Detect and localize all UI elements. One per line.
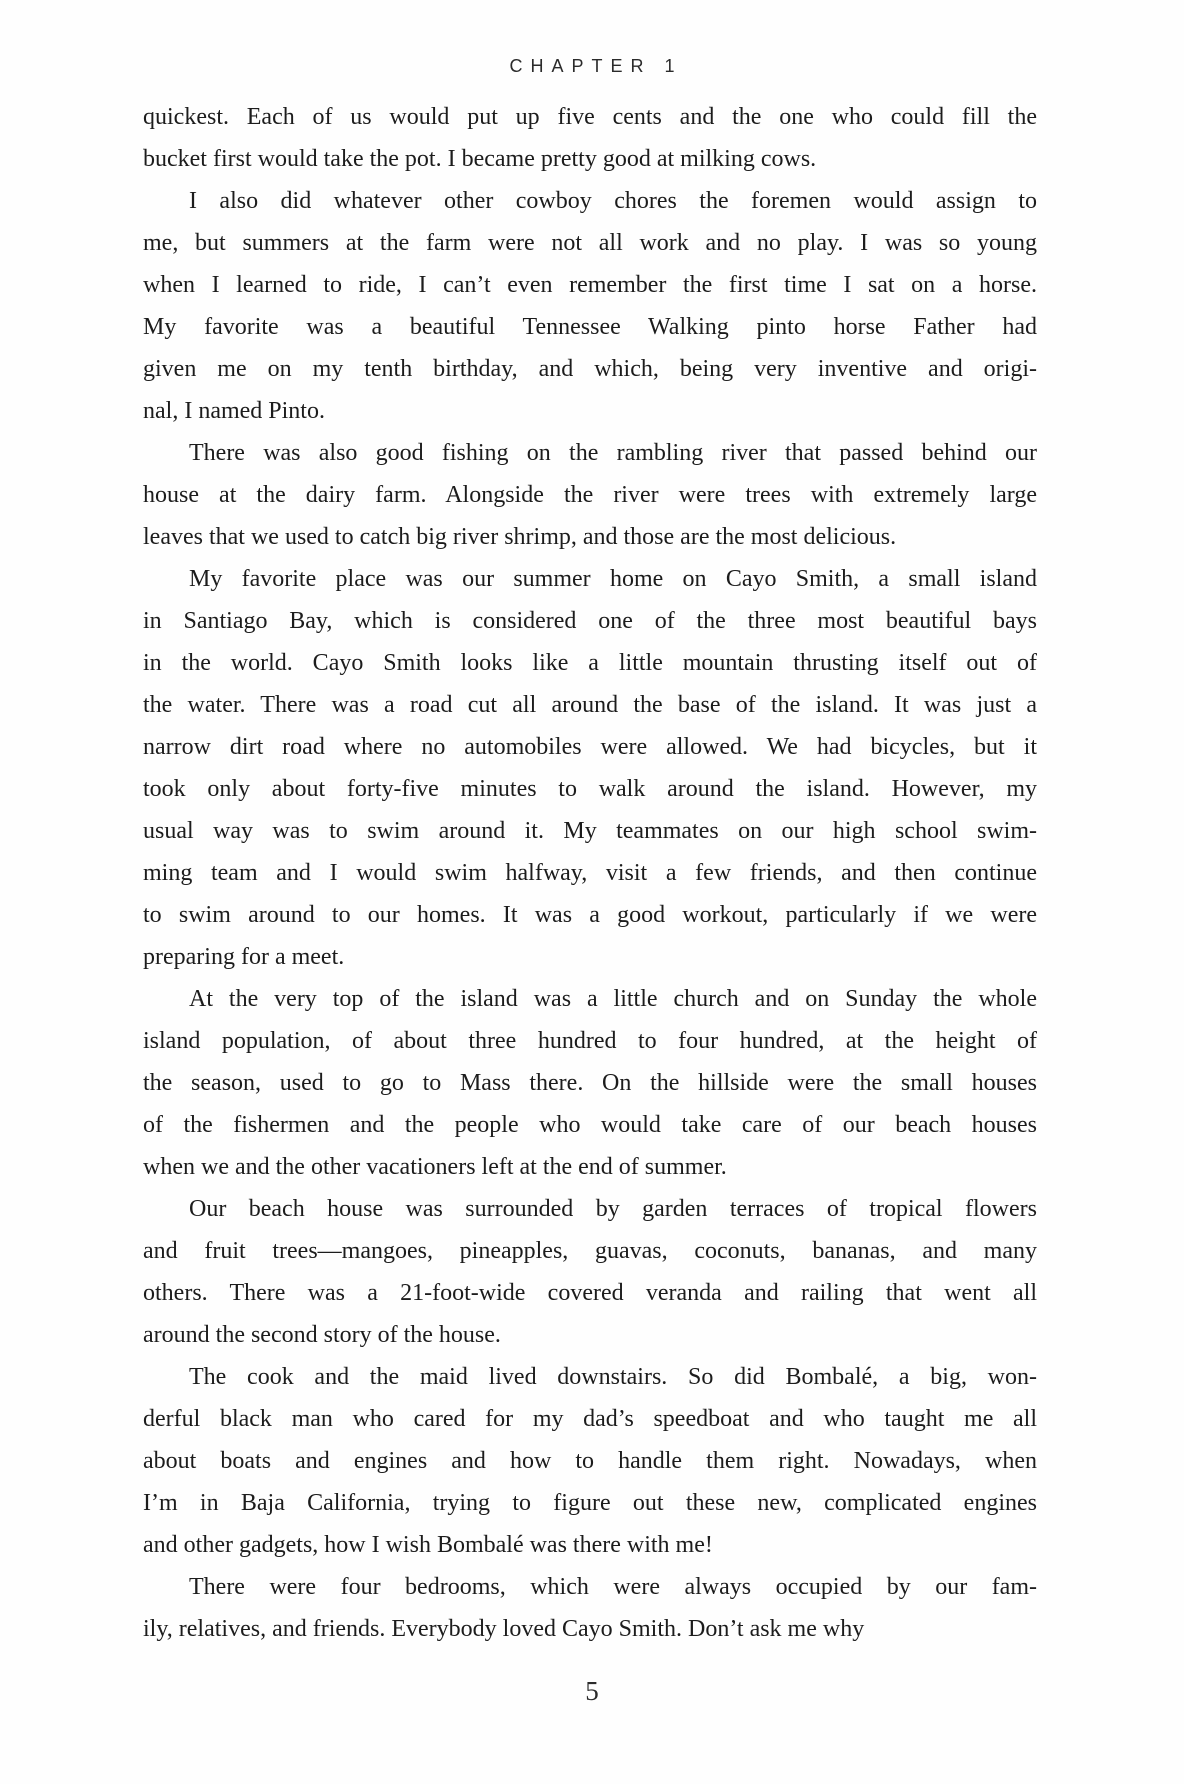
text-line: My favorite was a beautiful Tennessee Walking pinto horse Father had	[143, 314, 1037, 340]
text-line: ming team and I would swim halfway, visit a few friends, and then continue	[143, 860, 1037, 886]
page-number: 5	[585, 1676, 599, 1706]
text-line: leaves that we used to catch big river shrimp, and those are the most delicious.	[143, 524, 897, 550]
text-line: the season, used to go to Mass there. On the hillside were the small houses	[143, 1070, 1037, 1096]
text-line: me, but summers at the farm were not all work and no play. I was so young	[143, 230, 1037, 256]
text-line: There were four bedrooms, which were always occupied by our fam-	[189, 1574, 1037, 1600]
text-line: took only about forty-five minutes to walk around the island. However, my	[143, 776, 1037, 802]
text-line: others. There was a 21-foot-wide covered veranda and railing that went all	[143, 1280, 1037, 1306]
text-line: ily, relatives, and friends. Everybody loved Cayo Smith. Don’t ask me why	[143, 1616, 865, 1642]
text-line: There was also good fishing on the rambling river that passed behind our	[189, 440, 1037, 466]
text-line: usual way was to swim around it. My teammates on our high school swim-	[143, 818, 1037, 844]
text-line: My favorite place was our summer home on Cayo Smith, a small island	[189, 566, 1037, 592]
text-block	[143, 96, 1037, 1650]
text-line: and other gadgets, how I wish Bombalé was there with me!	[143, 1532, 713, 1558]
text-line: narrow dirt road where no automobiles were allowed. We had bicycles, but it	[143, 734, 1037, 760]
text-line: quickest. Each of us would put up five cents and the one who could fill the	[143, 104, 1037, 130]
text-line: island population, of about three hundred to four hundred, at the height of	[143, 1028, 1037, 1054]
text-line: in the world. Cayo Smith looks like a little mountain thrusting itself out of	[143, 650, 1037, 676]
text-line: the water. There was a road cut all around the base of the island. It was just a	[143, 692, 1037, 718]
text-line: of the fishermen and the people who would take care of our beach houses	[143, 1112, 1037, 1138]
text-line: derful black man who cared for my dad’s speedboat and who taught me all	[143, 1406, 1037, 1432]
chapter-header: CHAPTER 1	[509, 56, 683, 76]
text-line: Our beach house was surrounded by garden terraces of tropical flowers	[189, 1196, 1037, 1222]
text-line: in Santiago Bay, which is considered one of the three most beautiful bays	[143, 608, 1037, 634]
text-line: house at the dairy farm. Alongside the river were trees with extremely large	[143, 482, 1037, 508]
text-line: to swim around to our homes. It was a good workout, particularly if we were	[143, 902, 1037, 928]
text-line: when we and the other vacationers left at the end of summer.	[143, 1154, 727, 1180]
text-line: bucket first would take the pot. I became pretty good at milking cows.	[143, 146, 817, 172]
text-line: about boats and engines and how to handle them right. Nowadays, when	[143, 1448, 1037, 1474]
text-line: I’m in Baja California, trying to figure out these new, complicated engines	[143, 1490, 1037, 1516]
text-line: I also did whatever other cowboy chores the foremen would assign to	[189, 188, 1037, 214]
text-line: around the second story of the house.	[143, 1322, 501, 1348]
text-line: nal, I named Pinto.	[143, 398, 325, 424]
text-line: At the very top of the island was a little church and on Sunday the whole	[189, 986, 1037, 1012]
text-line: when I learned to ride, I can’t even remember the first time I sat on a horse.	[143, 272, 1037, 298]
text-line: preparing for a meet.	[143, 944, 345, 970]
text-line: The cook and the maid lived downstairs. So did Bombalé, a big, won-	[189, 1364, 1037, 1390]
text-line: given me on my tenth birthday, and which, being very inventive and origi-	[143, 356, 1037, 382]
text-line: and fruit trees—mangoes, pineapples, guavas, coconuts, bananas, and many	[143, 1238, 1037, 1264]
